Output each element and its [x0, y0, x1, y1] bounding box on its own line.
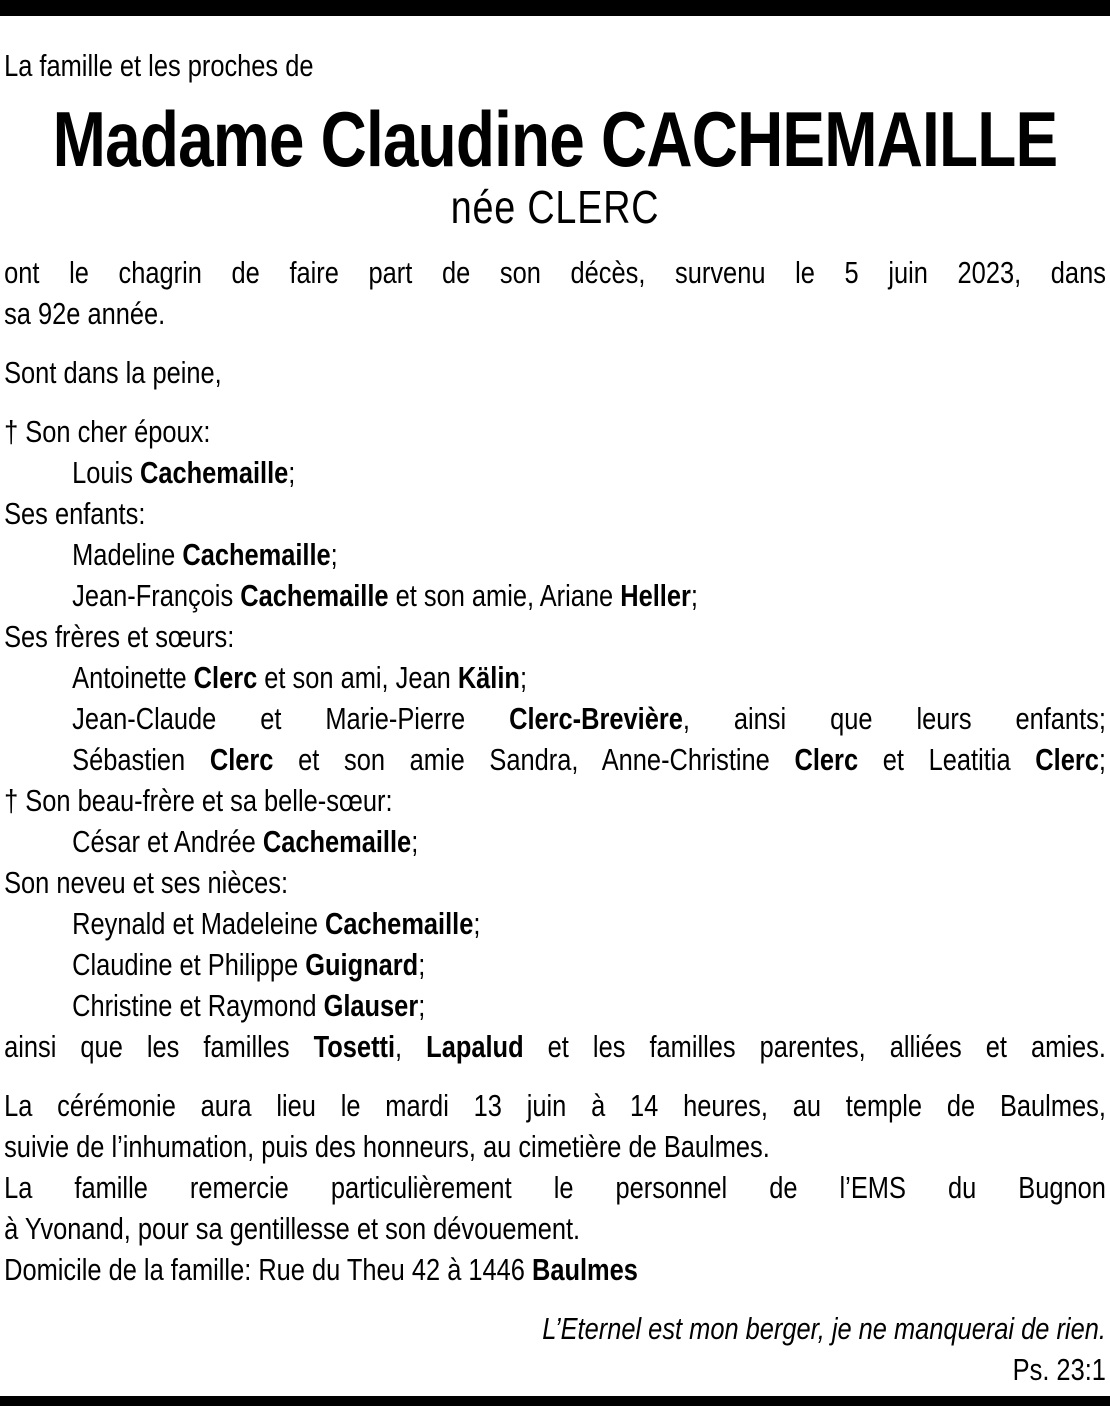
text-run: Clerc	[794, 742, 859, 777]
announcement-content	[0, 16, 1110, 1390]
text-line	[4, 534, 1106, 575]
page-title: Madame Claudine CACHEMAILLE	[52, 95, 1058, 183]
text-run: Clerc	[193, 660, 258, 695]
text-run: à Yvonand, pour sa gentillesse et son dévouement.	[4, 1211, 581, 1246]
text-run: et Leatitia	[858, 742, 1036, 777]
text-run: ;	[690, 578, 698, 613]
text-run: Heller	[620, 578, 691, 613]
paragraph	[4, 1308, 1106, 1390]
text-line	[4, 452, 1106, 493]
text-run: ainsi que les familles	[4, 1029, 314, 1064]
text-run: et son amie, Ariane	[388, 578, 621, 613]
text-run: Tosetti	[313, 1029, 396, 1064]
text-run: Reynald et Madeleine	[72, 906, 326, 941]
text-run: ;	[418, 988, 426, 1023]
text-run: Clerc-Brevière	[509, 701, 683, 736]
text-line	[4, 985, 1106, 1026]
text-line	[4, 1085, 1106, 1126]
paragraph	[4, 352, 1106, 393]
text-line	[4, 1349, 1106, 1390]
text-run: ;	[288, 455, 296, 490]
text-run: ;	[411, 824, 419, 859]
text-run: Guignard	[305, 947, 419, 982]
text-run: ;	[330, 537, 338, 572]
paragraph	[4, 1085, 1106, 1290]
text-run: Clerc	[1035, 742, 1099, 777]
text-line	[4, 293, 1106, 334]
text-run: Antoinette	[72, 660, 194, 695]
text-line	[4, 1308, 1106, 1349]
text-run: ;	[519, 660, 528, 695]
text-run: Cachemaille	[139, 455, 289, 490]
text-run: , ainsi que leurs enfants;	[682, 701, 1106, 736]
text-line	[4, 739, 1106, 780]
bottom-border-bar	[0, 1396, 1110, 1406]
text-line	[4, 1208, 1106, 1249]
paragraph	[4, 411, 1106, 1067]
intro-line: La famille et les proches de	[4, 48, 314, 83]
text-run: et son amie Sandra, Anne-Christine	[273, 742, 795, 777]
text-run: Jean-François	[72, 578, 241, 613]
text-run: Cachemaille	[182, 537, 331, 572]
text-line	[4, 944, 1106, 985]
text-run: L’Eternel est mon berger, je ne manquerai de rien.	[542, 1311, 1106, 1346]
text-line	[4, 1249, 1106, 1290]
text-line	[4, 1167, 1106, 1208]
text-run: Kälin	[457, 660, 520, 695]
text-run: ,	[395, 1029, 427, 1064]
text-line	[4, 780, 1106, 821]
text-run: ;	[473, 906, 481, 941]
text-run: Cachemaille	[325, 906, 474, 941]
text-run: La cérémonie aura lieu le mardi 13 juin à 14 heures, au temple de Baulmes,	[4, 1088, 1106, 1123]
text-line	[4, 698, 1106, 739]
text-run: Son neveu et ses nièces:	[4, 865, 289, 900]
text-line	[4, 821, 1106, 862]
text-run: ont le chagrin de faire part de son décès, survenu le 5 juin 2023, dans	[4, 255, 1106, 290]
text-run: Christine et Raymond	[72, 988, 324, 1023]
text-run: Ses enfants:	[4, 496, 146, 531]
text-run: Cachemaille	[262, 824, 412, 859]
text-line	[4, 252, 1106, 293]
text-run: Jean-Claude et Marie-Pierre	[72, 701, 510, 736]
text-run: sa 92e année.	[4, 296, 166, 331]
text-run: et son ami, Jean	[257, 660, 458, 695]
text-run: Domicile de la famille: Rue du Theu 42 à 1446	[4, 1252, 532, 1287]
text-run: † Son beau-frère et sa belle-sœur:	[4, 783, 393, 818]
text-run: Ses frères et sœurs:	[4, 619, 235, 654]
text-run: Glauser	[323, 988, 419, 1023]
text-run: Claudine et Philippe	[72, 947, 306, 982]
text-line	[4, 575, 1106, 616]
text-run: suivie de l’inhumation, puis des honneurs, au cimetière de Baulmes.	[4, 1129, 770, 1164]
text-line	[4, 1026, 1106, 1067]
text-run: Sont dans la peine,	[4, 355, 222, 390]
text-run: † Son cher époux:	[4, 414, 211, 449]
text-run: Madeline	[72, 537, 183, 572]
text-run: Lapalud	[426, 1029, 524, 1064]
text-run: Cachemaille	[240, 578, 389, 613]
text-run: Ps. 23:1	[1012, 1352, 1106, 1387]
body-paragraphs	[4, 252, 1106, 1390]
text-line	[4, 411, 1106, 452]
text-run: ;	[1098, 742, 1106, 777]
text-line	[4, 352, 1106, 393]
text-run: Sébastien	[72, 742, 210, 777]
text-run: César et Andrée	[72, 824, 263, 859]
text-line	[4, 862, 1106, 903]
text-line	[4, 1126, 1106, 1167]
paragraph	[4, 252, 1106, 334]
text-line	[4, 616, 1106, 657]
text-run: Louis	[72, 455, 140, 490]
text-run: Baulmes	[531, 1252, 638, 1287]
top-border-bar	[0, 0, 1110, 16]
text-run: ;	[418, 947, 426, 982]
text-run: et les familles parentes, alliées et amies.	[523, 1029, 1106, 1064]
text-line	[4, 657, 1106, 698]
text-run: Clerc	[209, 742, 274, 777]
maiden-name-subtitle: née CLERC	[450, 181, 660, 233]
text-run: La famille remercie particulièrement le personnel de l’EMS du Bugnon	[4, 1170, 1106, 1205]
text-line	[4, 493, 1106, 534]
text-line	[4, 903, 1106, 944]
